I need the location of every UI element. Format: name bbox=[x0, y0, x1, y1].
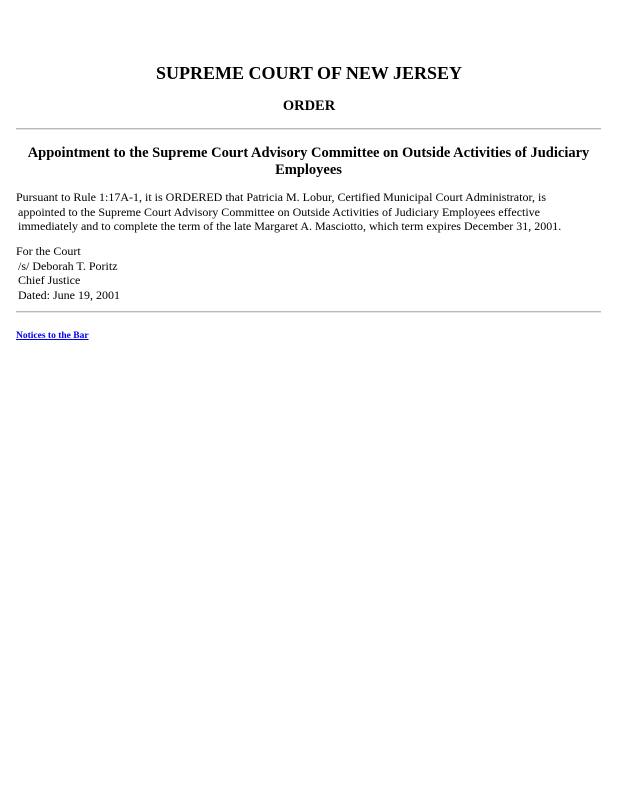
order-body bbox=[16, 190, 601, 234]
court-title: SUPREME COURT OF NEW JERSEY bbox=[155, 63, 463, 83]
order-subject-line-2: Employees bbox=[275, 162, 342, 178]
signature-signed: /s/ Deborah T. Poritz bbox=[18, 258, 118, 273]
signature-block bbox=[16, 244, 120, 302]
order-title: ORDER bbox=[282, 98, 336, 114]
order-body-line-1: Pursuant to Rule 1:17A-1, it is ORDERED that Patricia M. Lobur, Certified Municipal Court Administrator, is bbox=[16, 190, 546, 204]
signature-for-court: For the Court bbox=[16, 244, 81, 258]
order-body-line-3: immediately and to complete the term of the late Margaret A. Masciotto, which term expires December 31, 2001. bbox=[18, 219, 562, 233]
signature-date: Dated: June 19, 2001 bbox=[18, 287, 120, 302]
order-body-line-2: appointed to the Supreme Court Advisory Committee on Outside Activities of Judiciary Employees effective bbox=[18, 204, 541, 219]
order-subject-line-1: Appointment to the Supreme Court Advisory Committee on Outside Activities of Judiciary bbox=[27, 145, 590, 161]
top-divider bbox=[16, 128, 601, 130]
signature-title: Chief Justice bbox=[18, 273, 81, 287]
order-subject bbox=[16, 145, 601, 179]
notices-to-the-bar-link[interactable]: Notices to the Bar bbox=[16, 331, 89, 341]
bottom-divider bbox=[16, 311, 601, 313]
